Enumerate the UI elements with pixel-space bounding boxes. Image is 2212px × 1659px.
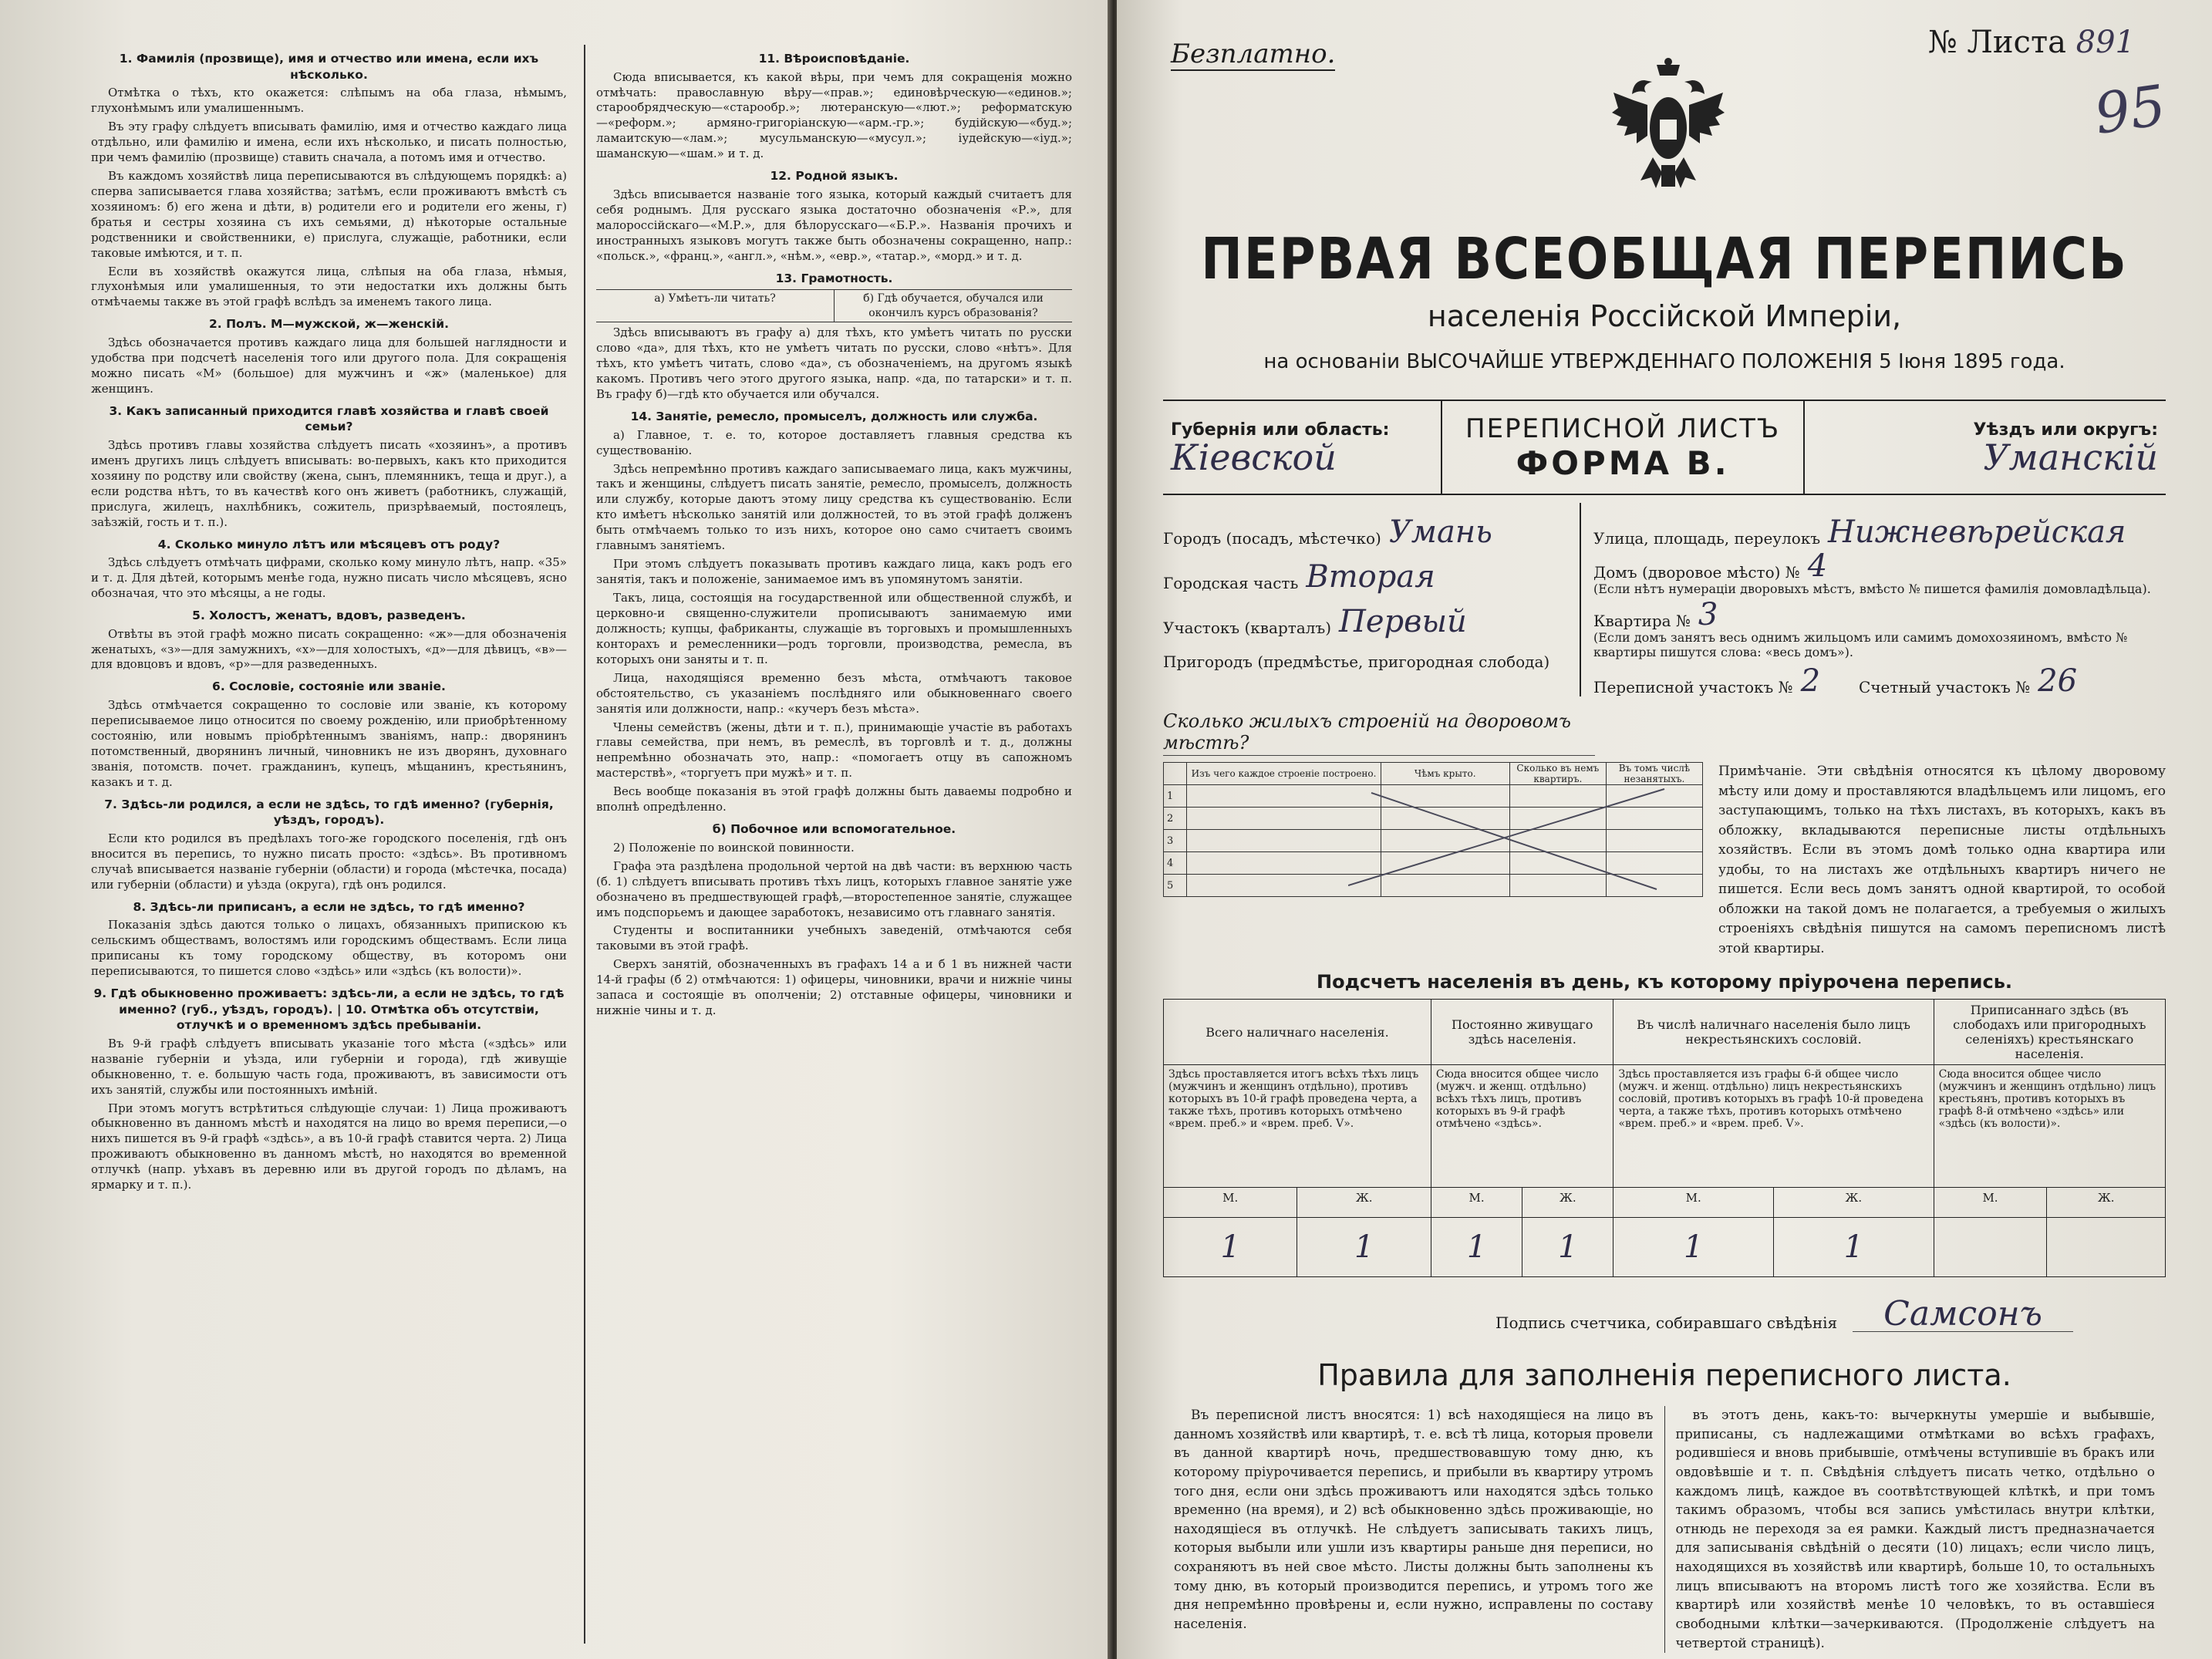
section-heading: 4. Сколько минуло лѣтъ или мѣсяцевъ отъ роду?: [157, 537, 501, 551]
male-label: М.: [1934, 1188, 2047, 1218]
guberniya-field: Губернія или область: Кіевской: [1163, 420, 1441, 475]
houses-row-number: 1: [1164, 785, 1187, 808]
city-field: Городъ (посадъ, мѣстечко) Умань: [1163, 514, 1492, 550]
street-field: Улица, площадь, переулокъ Нижневѣрейская: [1593, 514, 2126, 550]
section-heading: 6. Сословіе, состояніе или званіе.: [212, 679, 446, 694]
population-count-table: [1163, 999, 2166, 1277]
address-block: [1163, 503, 2166, 699]
count-value: 1: [1522, 1218, 1613, 1277]
census-title: ПЕРВАЯ ВСЕОБЩАЯ ПЕРЕПИСЬ: [1201, 227, 2128, 293]
instruction-paragraph: Если кто родился въ предѣлахъ того-же городского поселенія, гдѣ онъ вносится въ перепись, то нужно писать просто: «здѣсь». Въ противномъ случаѣ вписывается названіе губерніи (области) и города (мѣстечка, посада) или губерніи (области) и уѣзда (округа), гдѣ онъ родился.: [91, 831, 567, 892]
count-column-description: Здѣсь проставляется итогъ всѣхъ тѣхъ лицъ (мужчинъ и женщинъ отдѣльно), противъ которыхъ въ 10-й графѣ проведена черта, а также тѣхъ, противъ которыхъ отмѣчено «врем. преб.» и «врем. преб. V».: [1164, 1065, 1431, 1188]
instruction-paragraph: Студенты и воспитанники учебныхъ заведеній, отмѣчаются себя таковыми въ этой графѣ.: [596, 923, 1072, 953]
count-value: [1934, 1218, 2047, 1277]
section-heading: 11. Вѣроисповѣданіе.: [758, 52, 910, 66]
instructions-column-1: [91, 45, 567, 1644]
city-part-field: Городская часть Вторая: [1163, 559, 1435, 595]
houses-row-number: 5: [1164, 875, 1187, 897]
houses-row-number: 2: [1164, 808, 1187, 830]
instruction-paragraph: Въ каждомъ хозяйствѣ лица переписываются въ слѣдующемъ порядкѣ: а) сперва записывается глава хозяйства; затѣмъ, если проживаютъ вмѣстѣ съ хозяиномъ: б) его жена и дѣти, в) родители его и родители его жены, г) братья и сестры хозяина съ ихъ семьями, д) нѣкоторые остальные родственники и свойственники, е) прислуга, служащіе, работники, если таковые имѣются, и т. п.: [91, 168, 567, 260]
count-value: 1: [1164, 1218, 1297, 1277]
free-label: Безплатно.: [1171, 39, 1336, 69]
count-column-header: Всего наличнаго населенія.: [1164, 1000, 1431, 1065]
count-column-header: Постоянно живущаго здѣсь населенія.: [1431, 1000, 1613, 1065]
instruction-paragraph: Весь вообще показанія въ этой графѣ должны быть даваемы подробно и вполнѣ опредѣленно.: [596, 784, 1072, 814]
houses-note: Примѣчаніе. Эти свѣдѣнія относятся къ цѣлому дворовому мѣсту или дому и проставляются владѣльцемъ или лицомъ, его заступающимъ, только на тѣхъ листахъ, въ которыхъ, какъ въ обложку, вкладываются переписные листы отдѣльныхъ хозяйствъ. Если въ этомъ домѣ только одна квартира или удобы, то на листахъ же отдѣльныхъ квартиръ ничего не пишется. Если весь домъ занятъ одной квартирой, то особой обложки на такой домъ не полагается, а требуемыя о жилыхъ строеніяхъ свѣдѣнія пишутся на самомъ переписномъ листѣ этой квартиры.: [1718, 764, 2166, 956]
houses-table-header: [1164, 763, 1187, 785]
houses-question: Сколько жилыхъ строеній на дворовомъ мѣстѣ?: [1163, 710, 1595, 756]
female-label: Ж.: [1522, 1188, 1613, 1218]
section-heading: 14. Занятіе, ремесло, промыселъ, должность или служба.: [630, 410, 1038, 424]
census-section-field: Переписной участокъ № 2 Счетный участокъ № 26: [1593, 663, 2078, 699]
count-title: Подсчетъ населенія въ день, къ которому пріурочена перепись.: [1317, 971, 2012, 993]
census-subtitle: населенія Россійской Имперіи,: [1427, 299, 1902, 333]
male-label: М.: [1164, 1188, 1297, 1218]
sheet-number-value: 891: [2075, 25, 2135, 60]
female-label: Ж.: [2047, 1188, 2166, 1218]
instruction-paragraph: Здѣсь отмѣчается сокращенно то сословіе или званіе, къ которому переписываемое лицо относится по своему рожденію, или приобрѣтенному состоянію, или новымъ пріобрѣтеннымъ званіямъ, напр.: дворянинъ потомственный, дворянинъ личный, чиновникъ не изъ дворянъ, духовнаго званія, потомств. почет. гражданинъ, купецъ, мѣщанинъ, крестьянинъ, казакъ и т. д.: [91, 698, 567, 789]
subquestion-b: б) Гдѣ обучается, обучался или окончилъ курсъ образованія?: [834, 290, 1072, 322]
sheet-number: № Листа 891: [1927, 25, 2135, 60]
section-heading: 13. Грамотность.: [775, 271, 893, 285]
instruction-paragraph: Отвѣты въ этой графѣ можно писать сокращенно: «ж»—для обозначенія женатыхъ, «з»—для замужнихъ, «х»—для холостыхъ, «д»—для дѣвицъ, «в»—для вдовцовъ и вдовъ, «р»—для разведенныхъ.: [91, 626, 567, 672]
rules-text: [1163, 1406, 2166, 1653]
instruction-paragraph: Здѣсь противъ главы хозяйства слѣдуетъ писать «хозяинъ», а противъ именъ другихъ лицъ слѣдуетъ вписывать: во-первыхъ, какъ кто приходится хозяину по родству или свойству (жена, сынъ, племянникъ, теща и друг.), а если родства нѣтъ, то въ качествѣ кого онъ живетъ (работникъ, служащій, прислуга, жилецъ, нахлѣбникъ, сожитель, призрѣваемый, постоялецъ, заѣзжій, гость и т. п.).: [91, 437, 567, 529]
margin-number: 95: [2090, 72, 2170, 147]
instruction-paragraph: Здѣсь непремѣнно противъ каждаго записываемаго лица, какъ мужчины, такъ и женщины, слѣдуетъ писать занятіе, ремесло, промыселъ, должность или службу, которые даютъ этому лицу средства къ существованію. Если кто имѣетъ нѣсколько занятій или должностей, то въ этой графѣ долженъ быть отмѣчаемъ только то изъ нихъ, которое оно само считаетъ своимъ главнымъ занятіемъ.: [596, 461, 1072, 553]
apartment-note: (Если домъ занятъ весь однимъ жильцомъ или самимъ домохозяиномъ, вмѣсто № квартиры пишутся слова: «весь домъ»).: [1593, 630, 2128, 659]
male-label: М.: [1431, 1188, 1522, 1218]
section-heading: 7. Здѣсь-ли родился, а если не здѣсь, то гдѣ именно? (губернія, уѣздъ, городъ).: [104, 797, 554, 828]
houses-row-number: 3: [1164, 830, 1187, 852]
census-basis: на основаніи ВЫСОЧАЙШЕ УТВЕРЖДЕННАГО ПОЛОЖЕНІЯ 5 Іюня 1895 года.: [1263, 350, 2065, 373]
instruction-paragraph: Такъ, лица, состоящія на государственной или общественной службѣ, и церковно-и священно-служители прописываютъ занимаемую ими должность; купцы, фабриканты, служащіе въ торговыхъ и промышленныхъ конторахъ и ремесленники—родъ торговли, производства, ремесла, въ которыхъ они заняты и т. п.: [596, 591, 1072, 666]
count-value: 1: [1774, 1218, 1934, 1277]
signature-value: Самсонъ: [1853, 1297, 2073, 1332]
signature-row: Подпись счетчика, собиравшаго свѣдѣнія Самсонъ: [1163, 1297, 2166, 1332]
district-field: Участокъ (кварталъ) Первый: [1163, 604, 1467, 639]
instructions-column-2: [584, 45, 1072, 1644]
instruction-paragraph: Въ 9-й графѣ слѣдуетъ вписывать указаніе того мѣста («здѣсь» или названіе губерніи и уѣзда, или губерніи и города), гдѣ живущіе обыкновенно, т. е. большую часть года, проживаютъ, въ зависимости отъ ихъ занятій, службы или постоянныхъ имѣній.: [91, 1036, 567, 1097]
count-column-description: Здѣсь проставляется изъ графы 6-й общее число (мужч. и женщ. отдѣльно) лицъ некрестьянскихъ сословій, противъ которыхъ въ графѣ 10-й проведена черта, а также тѣхъ, противъ которыхъ отмѣчено «врем. преб.» и «врем. преб. V».: [1613, 1065, 1934, 1188]
section-heading: 2. Полъ. М—мужской, ж—женскій.: [209, 317, 449, 332]
rules-paragraph: въ этотъ день, какъ-то: вычеркнуты умершіе и выбывшіе, приписаны, съ надлежащими отмѣтками во всѣхъ графахъ, родившіеся и вновь прибывшіе, отмѣчены вступившіе въ бракъ или овдовѣвшіе и т. п. Свѣдѣнія слѣдуетъ писать четко, отдѣльно о каждомъ лицѣ, каждое въ соотвѣтствующей клѣткѣ, и при томъ такимъ образомъ, чтобы вся запись умѣстилась внутри клѣтки, отнюдь не переходя за ея рамки. Каждый листъ предназначается для записыванія свѣдѣній о десяти (10) лицахъ; если число лицъ, находящихся въ хозяйствѣ или квартирѣ, больше 10, то остальныхъ лицъ вписываютъ на второмъ листѣ того же хозяйства. Если въ квартирѣ или хозяйствѣ менѣе 10 человѣкъ, то въ оставшіеся свободными клѣтки—зачеркиваются. (Продолженіе слѣдуетъ на четвертой страницѣ).: [1675, 1408, 2155, 1651]
male-label: М.: [1613, 1188, 1774, 1218]
count-column-header: Въ числѣ наличнаго населенія было лицъ некрестьянскихъ сословій.: [1613, 1000, 1934, 1065]
houses-table-header: Въ томъ числѣ незанятыхъ.: [1606, 763, 1702, 785]
section-heading: 9. Гдѣ обыкновенно проживаетъ: здѣсь-ли, а если не здѣсь, то гдѣ именно? (губ., уѣздъ, городъ). | 10. Отмѣтка объ отсутствіи, отлучкѣ и о временномъ здѣсь пребываніи.: [93, 986, 565, 1033]
literacy-subquestions: [596, 289, 1072, 322]
count-value: 1: [1297, 1218, 1431, 1277]
instruction-paragraph: Здѣсь обозначается противъ каждаго лица для большей наглядности и удобства при подсчетѣ населенія того или другого пола. Для сокращенія можно писать «М» (большое) для мужчинъ и «ж» (маленькое) для женщинъ.: [91, 335, 567, 396]
apartment-field: Квартира № 3: [1593, 597, 1718, 632]
crossed-out-mark: [1348, 785, 1672, 893]
instruction-paragraph: Сверхъ занятій, обозначенныхъ въ графахъ 14 а и б 1 въ нижней части 14-й графы (б 2) отмѣчаются: 1) офицеры, чиновники, врачи и нижніе чины запаса и состоящіе въ ополченіи; 2) отставные офицеры, чиновники и нижніе чины и т. д.: [596, 957, 1072, 1018]
section-heading: 8. Здѣсь-ли приписанъ, а если не здѣсь, то гдѣ именно?: [133, 899, 525, 914]
guberniya-value: Кіевской: [1171, 436, 1337, 478]
count-value: 1: [1431, 1218, 1522, 1277]
instruction-paragraph: Лица, находящіяся временно безъ мѣста, отмѣчаютъ таковое обстоятельство, съ указаніемъ послѣдняго или обыкновеннаго своего занятія или должности, напр.: «кучеръ безъ мѣста».: [596, 670, 1072, 716]
instruction-paragraph: Въ эту графу слѣдуетъ вписывать фамилію, имя и отчество каждаго лица отдѣльно, или фамилію и имена, если ихъ нѣсколько, и писать полностью, при чемъ фамилію (прозвище) ставить сначала, а потомъ имя и отчество.: [91, 120, 567, 164]
instruction-paragraph: Отмѣтка о тѣхъ, кто окажется: слѣпымъ на оба глаза, нѣмымъ, глухонѣмымъ или умалишеннымъ.: [91, 86, 567, 116]
instruction-paragraph: Если въ хозяйствѣ окажутся лица, слѣпыя на оба глаза, нѣмыя, глухонѣмыя или умалишенныя, то эти недостатки ихъ должны быть отмѣчаемы также въ этой графѣ вслѣдъ за именемъ такого лица.: [91, 264, 567, 309]
instruction-paragraph: 2) Положеніе по воинской повинности.: [613, 840, 855, 855]
instruction-paragraph: Члены семействъ (жены, дѣти и т. п.), принимающіе участіе въ работахъ главы семейства, при немъ, въ ремеслѣ, въ торговлѣ и т. д., должны непремѣнно обозначать это, напр.: «помогаетъ отцу въ сапожномъ мастерствѣ», «торгуетъ при мужѣ» и т. п.: [596, 720, 1072, 781]
female-label: Ж.: [1774, 1188, 1934, 1218]
instruction-paragraph: При этомъ могутъ встрѣтиться слѣдующіе случаи: 1) Лица проживаютъ обыкновенно въ данномъ мѣстѣ и находятся на лицо во время переписи,—о нихъ пишется въ 9-й графѣ «здѣсь», а въ 10-й графѣ ставится черта. 2) Лица проживаютъ обыкновенно въ данномъ мѣстѣ, но находятся во временной отлучкѣ (напр. уѣхавъ въ деревню или въ другой городъ по дѣламъ, на ярмарку и т. п.).: [91, 1101, 567, 1192]
count-column-description: Сюда вносится общее число (мужч. и женщ. отдѣльно) всѣхъ тѣхъ лицъ, противъ которыхъ въ 9-й графѣ отмѣчено «здѣсь».: [1431, 1065, 1613, 1188]
uezd-value: Уманскій: [1983, 436, 2158, 478]
female-label: Ж.: [1297, 1188, 1431, 1218]
instruction-paragraph: Здѣсь слѣдуетъ отмѣчать цифрами, сколько кому минуло лѣтъ, напр. «35» и т. д. Для дѣтей, которымъ менѣе года, нужно писать число мѣсяцевъ, ясно обозначая, что это мѣсяцы, а не годы.: [91, 555, 567, 601]
count-column-description: Сюда вносится общее число (мужчинъ и женщинъ отдѣльно) лицъ крестьянъ, противъ которыхъ въ графѣ 8-й отмѣчено «здѣсь» или «здѣсь (къ волости)».: [1934, 1065, 2165, 1188]
houses-row-number: 4: [1164, 852, 1187, 875]
counting-section-value: 26: [2038, 663, 2078, 699]
form-title: ПЕРЕПИСНОЙ ЛИСТЪ ФОРМА В.: [1441, 401, 1805, 494]
rules-title: Правила для заполненія переписного листа.: [1317, 1358, 2011, 1392]
instruction-paragraph: а) Главное, т. е. то, которое доставляетъ главныя средства къ существованію.: [596, 427, 1072, 457]
rules-paragraph: Въ переписной листъ вносятся: 1) всѣ находящіеся на лицо въ данномъ хозяйствѣ или квартирѣ, т. е. всѣ тѣ лица, которыя провели въ данной квартирѣ ночь, предшествовавшую тому дню, къ которому пріурочивается перепись, и прибыли въ квартиру утромъ того дня, если они здѣсь проживаютъ или находятся здѣсь только временно (на время), и 2) всѣ обыкновенно здѣсь проживающіе, но находящіеся въ отлучкѣ. Не слѣдуетъ записывать такихъ лицъ, которыя выбыли или ушли изъ квартиры раньше дня переписи, но сохраняютъ въ ней свое мѣсто. Листы должны быть заполнены къ тому дню, въ который производится перепись, и утромъ того же дня непремѣнно провѣрены и, если нужно, исправлены по составу населенія.: [1174, 1408, 1654, 1633]
house-note: (Если нѣтъ нумераціи дворовыхъ мѣстъ, вмѣсто № пишется фамилія домовладѣльца).: [1593, 582, 2151, 596]
instruction-paragraph: При этомъ слѣдуетъ показывать противъ каждаго лица, какъ родъ его занятія, такъ и положеніе, занимаемое имъ въ упомянутомъ занятіи.: [596, 557, 1072, 587]
section-heading: 5. Холостъ, женатъ, вдовъ, разведенъ.: [192, 608, 466, 622]
instruction-paragraph: Показанія здѣсь даются только о лицахъ, обязанныхъ припискою къ сельскимъ обществамъ, волостямъ или городскимъ обществамъ. Если лица приписаны къ тому городскому обществу, въ которомъ они переписываются, то пишется слово «здѣсь» или «здѣсь (къ волости)».: [91, 918, 567, 979]
instruction-paragraph: Здѣсь вписывается названіе того языка, который каждый считаетъ для себя роднымъ. Для русскаго языка достаточно обозначенія «Р.», для малороссійскаго—«М.Р.», для бѣлорусскаго—«Б.Р.». Названія прочихъ и иностранныхъ языковъ могутъ также быть обозначены сокращенно, напр.: «польск.», «франц.», «англ.», «нѣм.», «евр.», «татар.», «морд.» и т. д.: [596, 187, 1072, 263]
count-column-header: Приписаннаго здѣсь (въ слободахъ или пригородныхъ селеніяхъ) крестьянскаго населенія.: [1934, 1000, 2165, 1065]
instruction-paragraph: Графа эта раздѣлена продольной чертой на двѣ части: въ верхнюю часть (б. 1) слѣдуетъ вписывать противъ тѣхъ лицъ, которыхъ главное занятіе уже обозначено въ предшествующей графѣ,—второстепенное занятіе, служащее имъ подспорьемъ и дающее заработокъ, независимо отъ главнаго занятія.: [596, 858, 1072, 919]
uezd-field: Уѣздъ или округъ: Уманскій: [1973, 420, 2158, 478]
imperial-eagle-icon: [1610, 57, 1726, 196]
count-value: 1: [1613, 1218, 1774, 1277]
section-heading: 12. Родной языкъ.: [770, 169, 899, 184]
section-heading: б) Побочное или вспомогательное.: [712, 822, 956, 837]
houses-table-header: Чѣмъ крыто.: [1381, 763, 1509, 785]
section-heading: 3. Какъ записанный приходится главѣ хозяйства и главѣ своей семьи?: [109, 403, 549, 434]
houses-table-header: Сколько въ немъ квартиръ.: [1509, 763, 1606, 785]
region-header: [1163, 400, 2166, 495]
house-field: Домъ (дворовое мѣсто) № 4: [1593, 548, 1828, 584]
section-heading: 1. Фамилія (прозвище), имя и отчество или имена, если ихъ нѣсколько.: [119, 52, 539, 82]
instruction-paragraph: Здѣсь вписываютъ въ графу а) для тѣхъ, кто умѣетъ читать по русски слово «да», для тѣхъ, кто не умѣетъ читать по русски, слово «нѣтъ». Для тѣхъ, кто умѣетъ читать, слово «да», съ обозначеніемъ, на другомъ языкѣ какомъ. Противъ чего этого другого языка, напр. «да, по татарски» и т. п. Въ графу б)—гдѣ кто обучается или обучался.: [596, 325, 1072, 402]
subquestion-a: а) Умѣетъ-ли читать?: [654, 292, 776, 305]
instruction-paragraph: Сюда вписывается, къ какой вѣры, при чемъ для сокращенія можно отмѣчать: православную вѣру—«прав.»; единовѣрческую—«единов.»; старообрядческую—«старообр.»; лютеранскую—«лют.»; реформатскую—«реформ.»; армяно-григоріанскую—«арм.-гр.»; будійскую—«буд.»; ламаитскую—«лам.»; мусульманскую—«мусул.»; іудейскую—«іуд.»; шаманскую—«шам.» и т. д.: [596, 69, 1072, 161]
right-page: [1117, 0, 2212, 1659]
count-value: [2047, 1218, 2166, 1277]
suburb-field: Пригородъ (предмѣстье, пригородная слобода): [1163, 652, 1550, 671]
houses-table-header: Изъ чего каждое строеніе построено.: [1187, 763, 1381, 785]
